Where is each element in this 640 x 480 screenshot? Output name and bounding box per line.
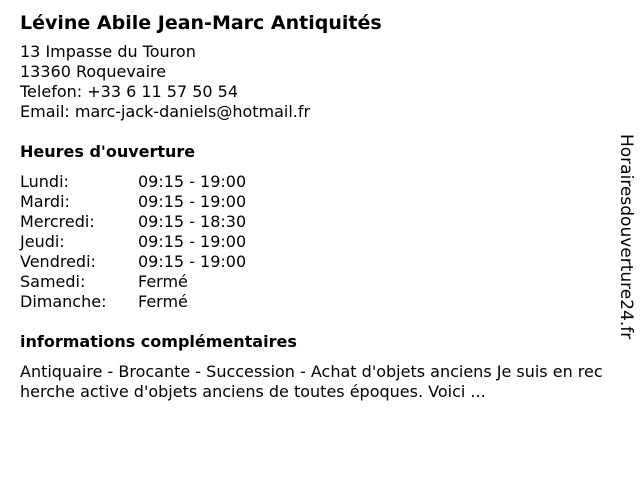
hours-row-thursday (20, 232, 610, 252)
additional-info-heading: informations complémentaires (20, 332, 297, 351)
day-label: Samedi: (20, 272, 86, 291)
day-label: Mardi: (20, 192, 70, 211)
business-card (20, 10, 610, 402)
site-watermark: Horairesdouverture24.fr (616, 134, 636, 340)
phone-number: Telefon: +33 6 11 57 50 54 (20, 82, 239, 101)
additional-info-text: Antiquaire - Brocante - Succession - Achat d'objets anciens Je suis en recherche active d'objets anciens de toutes époques. Voici ... (20, 362, 603, 401)
hours-row-friday (20, 252, 610, 272)
hours-row-wednesday (20, 212, 610, 232)
hours-value: Fermé (138, 292, 188, 311)
address-street: 13 Impasse du Touron (20, 42, 196, 61)
email-address: Email: marc-jack-daniels@hotmail.fr (20, 102, 311, 121)
address-city: 13360 Roquevaire (20, 62, 167, 81)
hours-row-tuesday (20, 192, 610, 212)
day-label: Jeudi: (20, 232, 65, 251)
opening-hours-heading: Heures d'ouverture (20, 142, 196, 161)
day-label: Vendredi: (20, 252, 96, 271)
hours-value: 09:15 - 19:00 (138, 252, 247, 271)
hours-value: 09:15 - 18:30 (138, 212, 247, 231)
hours-value: 09:15 - 19:00 (138, 192, 247, 211)
day-label: Lundi: (20, 172, 69, 191)
hours-value: 09:15 - 19:00 (138, 172, 247, 191)
hours-value: 09:15 - 19:00 (138, 232, 247, 251)
day-label: Dimanche: (20, 292, 107, 311)
hours-row-saturday (20, 272, 610, 292)
hours-row-monday (20, 172, 610, 192)
hours-value: Fermé (138, 272, 188, 291)
opening-hours-list (20, 172, 610, 312)
hours-row-sunday (20, 292, 610, 312)
business-name: Lévine Abile Jean-Marc Antiquités (20, 12, 382, 34)
day-label: Mercredi: (20, 212, 95, 231)
